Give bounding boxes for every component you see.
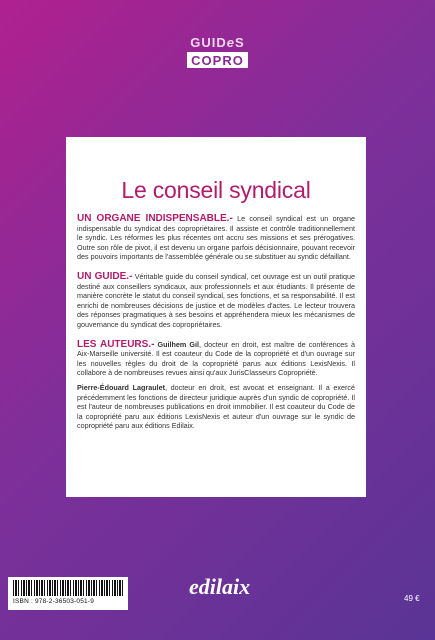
- barcode: [8, 577, 128, 610]
- section-heading: LES AUTEURS.-: [77, 338, 155, 350]
- section-guide: [77, 272, 355, 330]
- section-text: Le conseil syndical est un organe indispensable du syndicat des copropriétaires. Il assiste et contrôle traditionnellement le syndic. Les réformes les plus récentes ont accru ses missions et ses prérogatives. Outre son rôle de pivot, il est devenu un organe parfois décisionnaire, pouvant recevoir des pouvoirs importants de l'assemblée générale ou se substituer au syndic défaillant.: [77, 214, 356, 262]
- section-text: Véritable guide du conseil syndical, cet ouvrage est un outil pratique destiné aux conseillers syndicaux, aux professionnels et aux étudiants. Il présente de manière concrète le statut du conseil syndical, ses fonctions, et sa responsabilité. Il est enrichi de nombreuses décisions de justice et de modèles d'actes. Le lecteur trouvera des réponses pragmatiques à ses besoins et appréhendera mieux les mécanismes de gouvernance du syndicat des copropriétaires.: [77, 271, 356, 329]
- logo-copro-text: COPRO: [187, 52, 248, 68]
- price: 49 €: [404, 594, 420, 603]
- summary-panel: [66, 137, 366, 497]
- author-name: Guilhem Gil: [157, 339, 200, 349]
- book-title: Le conseil syndical: [121, 177, 311, 203]
- publisher-logo: edilaix: [189, 574, 251, 599]
- author-bio: , docteur en droit, est avocat et enseignant. Il a exercé précédemment les fonctions de directeur juridique auprès d'un syndic de copropriété. Il est l'auteur de nombreuses publications en droit immobilier. Il est coauteur du Code de la copropriété paru aux éditions LexisNexis et auteur d'un ouvrage sur le syndic de copropriété paru aux éditions Edilaix.: [77, 382, 355, 431]
- section-heading: UN GUIDE.-: [77, 270, 133, 282]
- author-bio: , docteur en droit, est maître de conférences à Aix-Marseille université. Il est coauteur du Code de la copropriété et d'un ouvrage sur les nouvelles règles du droit de la copropriété parus aux éditions LexisNexis. Il collabore à de nombreuses revues ainsi qu'aux JurisClasseurs Copropriété.: [77, 339, 355, 378]
- isbn-text: ISBN : 978-2-36503-051-9: [13, 598, 95, 605]
- series-logo: [0, 36, 435, 70]
- barcode-bars: [13, 580, 123, 596]
- logo-guides-text: GUIDeS: [190, 35, 245, 50]
- author-name: Pierre-Édouard Lagraulet: [77, 382, 165, 392]
- section-organe: [77, 214, 355, 262]
- section-authors: [77, 340, 355, 431]
- section-heading: UN ORGANE INDISPENSABLE.-: [77, 213, 233, 224]
